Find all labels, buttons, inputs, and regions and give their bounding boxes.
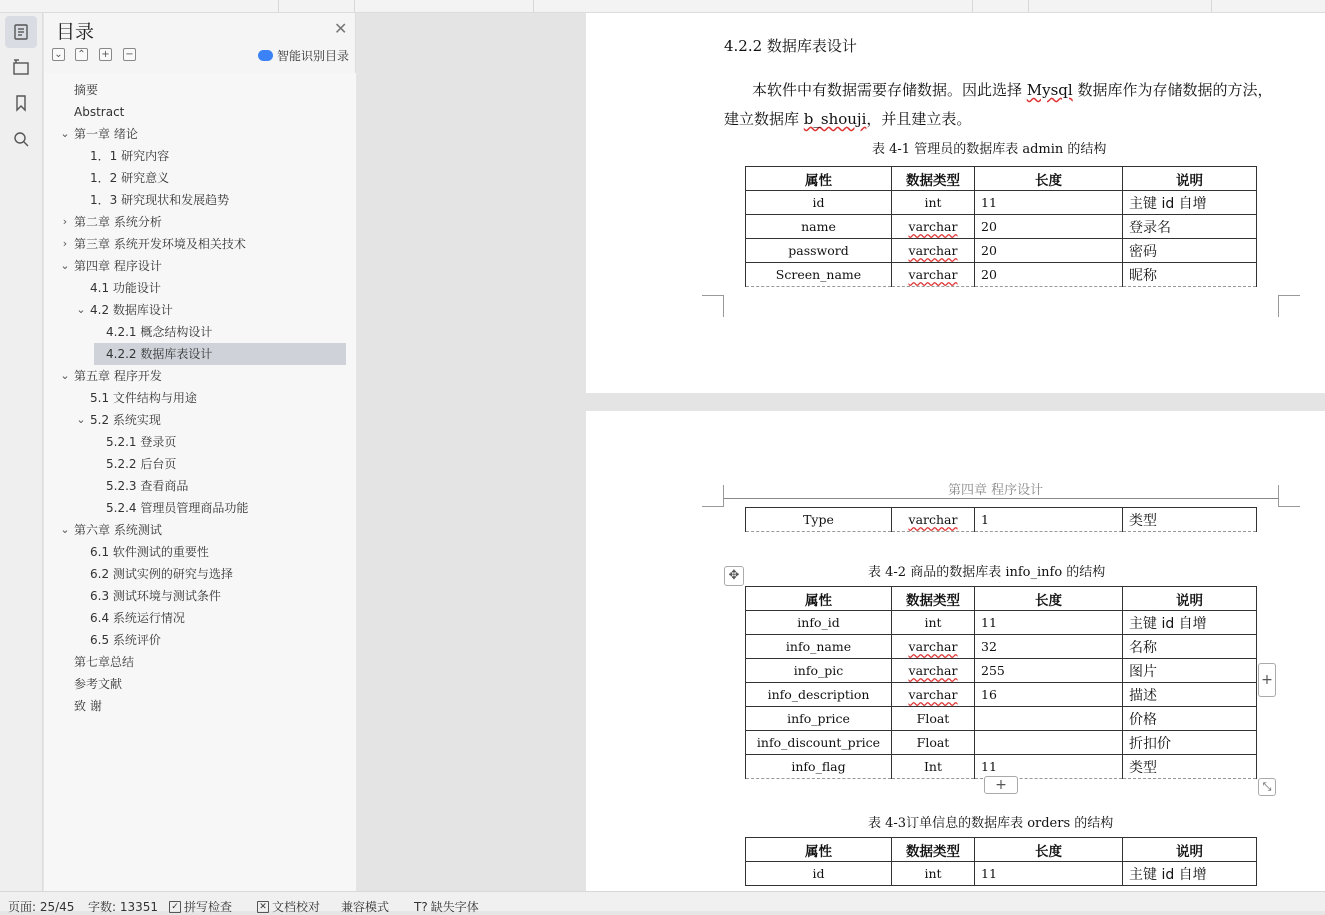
table-cell[interactable]: 20	[975, 263, 1123, 287]
table-cell[interactable]: 主键 id 自增	[1123, 611, 1257, 635]
toc-item-label: 4.2 数据库设计	[90, 303, 173, 317]
proofread-button[interactable]: ✕ 文档校对	[257, 898, 320, 915]
chevron-down-icon[interactable]: ⌄	[60, 259, 70, 272]
toc-item-label: 参考文献	[74, 677, 123, 691]
table-cell[interactable]	[892, 635, 975, 659]
info-table[interactable]	[745, 586, 1257, 779]
toc-item[interactable]	[90, 541, 209, 563]
add-row-button[interactable]: +	[984, 776, 1018, 794]
table-cell[interactable]	[975, 731, 1123, 755]
toc-item-label: 1．2 研究意义	[90, 171, 170, 185]
table-cell[interactable]: 价格	[1123, 707, 1257, 731]
spell-check-button[interactable]: ✓ 拼写检查	[169, 898, 232, 915]
toc-item[interactable]	[90, 409, 161, 431]
table-caption: 表 4-1 管理员的数据库表 admin 的结构	[872, 142, 1107, 157]
spelling-flag: varchar	[908, 663, 958, 678]
admin-table[interactable]	[745, 166, 1257, 287]
table-cell[interactable]: 图片	[1123, 659, 1257, 683]
table-row	[746, 683, 1257, 707]
toc-item[interactable]	[106, 475, 188, 497]
toc-item-label: 6.4 系统运行情况	[90, 611, 185, 625]
document-outline-icon	[12, 23, 30, 41]
table-row	[746, 508, 1257, 532]
table-cell[interactable]: 11	[975, 862, 1123, 886]
compat-mode-label[interactable]: 兼容模式	[341, 900, 390, 914]
navigation-button[interactable]	[5, 51, 37, 83]
table-row	[746, 862, 1257, 886]
toc-title: 目录	[56, 21, 95, 43]
table-header-cell[interactable]: 数据类型	[892, 587, 975, 611]
table-header-cell[interactable]: 长度	[975, 167, 1123, 191]
document-page	[586, 411, 1325, 891]
table-cell[interactable]: 登录名	[1123, 215, 1257, 239]
toc-item[interactable]	[74, 255, 162, 277]
table-header-cell[interactable]: 属性	[746, 167, 892, 191]
toc-item[interactable]	[106, 321, 212, 343]
toc-item[interactable]	[106, 497, 248, 519]
table-caption: 表 4-2 商品的数据库表 info_info 的结构	[868, 565, 1106, 580]
toolbar-separator	[1028, 0, 1029, 12]
toc-item-label: 第一章 绪论	[74, 127, 138, 141]
toolbar-separator	[354, 0, 355, 12]
add-heading-icon[interactable]: +	[99, 48, 112, 61]
toc-item[interactable]	[94, 343, 346, 365]
table-cell[interactable]: 16	[975, 683, 1123, 707]
table-cell[interactable]: 20	[975, 239, 1123, 263]
toc-item[interactable]	[74, 695, 102, 717]
table-row	[746, 635, 1257, 659]
table-cell[interactable]: 昵称	[1123, 263, 1257, 287]
table-header-cell[interactable]: 说明	[1123, 167, 1257, 191]
table-cell[interactable]	[892, 683, 975, 707]
table-cell[interactable]: info_name	[746, 635, 892, 659]
word-count[interactable]: 字数: 13351	[88, 900, 159, 914]
document-canvas[interactable]	[357, 13, 1325, 891]
table-header-cell[interactable]: 说明	[1123, 838, 1257, 862]
smart-toc-label: 智能识别目录	[277, 49, 350, 63]
toc-item[interactable]	[74, 123, 138, 145]
resize-table-icon[interactable]: ⤡	[1258, 778, 1276, 796]
table-cell[interactable]	[892, 508, 975, 532]
table-cell[interactable]: 11	[975, 191, 1123, 215]
table-header-cell[interactable]: 长度	[975, 838, 1123, 862]
toc-panel	[44, 13, 356, 891]
toc-item-label: 6.2 测试实例的研究与选择	[90, 567, 233, 581]
ai-cloud-icon	[258, 50, 273, 61]
admin-table-continued[interactable]	[745, 507, 1257, 532]
toc-item-label: 4.1 功能设计	[90, 281, 161, 295]
page-counter[interactable]: 页面: 25/45	[8, 900, 75, 914]
toc-list	[44, 73, 356, 891]
table-cell[interactable]: info_id	[746, 611, 892, 635]
table-cell[interactable]: info_flag	[746, 755, 892, 779]
table-header-cell[interactable]: 属性	[746, 587, 892, 611]
chevron-down-icon[interactable]: ⌄	[60, 127, 70, 140]
table-cell[interactable]: info_description	[746, 683, 892, 707]
table-cell[interactable]: 类型	[1123, 508, 1257, 532]
table-header-row	[746, 838, 1257, 862]
toc-item[interactable]	[90, 277, 161, 299]
toc-item-label: 4.2.1 概念结构设计	[106, 325, 213, 339]
table-header-cell[interactable]: 说明	[1123, 587, 1257, 611]
toc-item-label: 第二章 系统分析	[74, 215, 162, 229]
toc-item-label: 5.2.1 登录页	[106, 435, 177, 449]
table-header-cell[interactable]: 数据类型	[892, 838, 975, 862]
table-cell[interactable]: 1	[975, 508, 1123, 532]
table-cell[interactable]: 描述	[1123, 683, 1257, 707]
toc-item[interactable]	[74, 211, 162, 233]
table-cell[interactable]: Screen_name	[746, 263, 892, 287]
toc-item[interactable]	[90, 299, 173, 321]
toolbar-separator	[278, 0, 279, 12]
toolbar-separator	[533, 0, 534, 12]
table-cell[interactable]: int	[892, 862, 975, 886]
table-row	[746, 191, 1257, 215]
left-rail	[0, 13, 43, 891]
toc-item-label: 1．1 研究内容	[90, 149, 170, 163]
table-cell[interactable]	[892, 215, 975, 239]
toc-item-label: 5.2.4 管理员管理商品功能	[106, 501, 249, 515]
toc-item-label: 5.2 系统实现	[90, 413, 161, 427]
margin-corner-mark	[1278, 485, 1300, 507]
table-cell[interactable]: 主键 id 自增	[1123, 862, 1257, 886]
toc-item[interactable]	[74, 233, 246, 255]
toc-item-label: 4.2.2 数据库表设计	[106, 347, 213, 361]
toc-item-label: 第七章总结	[74, 655, 135, 669]
toc-item[interactable]	[74, 519, 162, 541]
table-header-cell[interactable]: 数据类型	[892, 167, 975, 191]
chevron-right-icon[interactable]: ›	[62, 237, 68, 250]
table-cell[interactable]: 255	[975, 659, 1123, 683]
document-page	[586, 13, 1325, 393]
table-row	[746, 263, 1257, 287]
page-header: 第四章 程序设计	[948, 483, 1044, 498]
spelling-flag: varchar	[908, 639, 958, 654]
toc-item[interactable]	[90, 585, 221, 607]
missing-fonts-button[interactable]: T? 缺失字体	[414, 899, 479, 914]
status-bar	[0, 891, 1325, 914]
table-row	[746, 731, 1257, 755]
font-icon: T?	[414, 899, 428, 914]
table-row	[746, 611, 1257, 635]
table-cell[interactable]: 类型	[1123, 755, 1257, 779]
table-cell[interactable]: 20	[975, 215, 1123, 239]
table-cell[interactable]: Int	[892, 755, 975, 779]
table-cell[interactable]	[892, 659, 975, 683]
bookmark-button[interactable]	[5, 87, 37, 119]
toc-item[interactable]	[74, 101, 124, 123]
proofread-icon: ✕	[257, 901, 269, 913]
table-cell[interactable]: Float	[892, 731, 975, 755]
table-cell[interactable]: 折扣价	[1123, 731, 1257, 755]
table-cell[interactable]: 主键 id 自增	[1123, 191, 1257, 215]
toc-item-label: 摘要	[74, 83, 99, 97]
toc-item-label: 第四章 程序设计	[74, 259, 162, 273]
margin-corner-mark	[1278, 295, 1300, 317]
table-caption: 表 4-3订单信息的数据库表 orders 的结构	[868, 816, 1114, 831]
spelling-flag: varchar	[908, 219, 958, 234]
spelling-flag: varchar	[908, 243, 958, 258]
toc-item-label: Abstract	[74, 105, 125, 119]
table-cell[interactable]	[892, 239, 975, 263]
body-paragraph-line: 建立数据库 b_shouji，并且建立表。	[724, 110, 972, 128]
table-row	[746, 659, 1257, 683]
table-cell[interactable]: info_pic	[746, 659, 892, 683]
spelling-flag: varchar	[908, 512, 958, 527]
toc-item[interactable]	[74, 79, 98, 101]
table-cell[interactable]: id	[746, 191, 892, 215]
toolbar-separator	[972, 0, 973, 12]
toc-item-label: 第六章 系统测试	[74, 523, 162, 537]
table-header-row	[746, 587, 1257, 611]
table-header-row	[746, 167, 1257, 191]
toc-item[interactable]	[74, 651, 134, 673]
chevron-down-icon[interactable]: ⌄	[60, 369, 70, 382]
chevron-right-icon[interactable]: ›	[62, 215, 68, 228]
table-cell[interactable]: id	[746, 862, 892, 886]
table-header-cell[interactable]: 长度	[975, 587, 1123, 611]
tree-structure-icon	[12, 58, 30, 76]
toc-item-label: 1．3 研究现状和发展趋势	[90, 193, 230, 207]
table-cell[interactable]: info_discount_price	[746, 731, 892, 755]
toc-item-label: 6.1 软件测试的重要性	[90, 545, 209, 559]
table-cell[interactable]: 11	[975, 755, 1123, 779]
toc-item[interactable]	[74, 673, 122, 695]
chevron-down-icon[interactable]: ⌄	[76, 303, 86, 316]
table-cell[interactable]: Float	[892, 707, 975, 731]
expand-up-icon[interactable]: ⌃	[75, 48, 88, 61]
body-paragraph-line: 本软件中有数据需要存储数据。因此选择 Mysql 数据库作为存储数据的方法，	[752, 81, 1273, 99]
toc-item-label: 致 谢	[74, 699, 102, 713]
search-icon	[12, 130, 30, 148]
table-row	[746, 755, 1257, 779]
table-cell[interactable]: 11	[975, 611, 1123, 635]
table-cell[interactable]: int	[892, 191, 975, 215]
toc-item-label: 6.5 系统评价	[90, 633, 161, 647]
toc-item[interactable]	[90, 167, 169, 189]
section-heading: 4.2.2 数据库表设计	[724, 37, 857, 55]
toc-item[interactable]	[90, 607, 185, 629]
toc-item-label: 第五章 程序开发	[74, 369, 162, 383]
chevron-down-icon[interactable]: ⌄	[60, 523, 70, 536]
checkbox-icon: ✓	[169, 901, 181, 913]
header-rule	[724, 498, 1278, 499]
table-cell[interactable]	[975, 707, 1123, 731]
toc-item[interactable]	[74, 365, 162, 387]
table-cell[interactable]: 名称	[1123, 635, 1257, 659]
toc-item[interactable]	[90, 387, 197, 409]
table-cell[interactable]: info_price	[746, 707, 892, 731]
toc-item[interactable]	[90, 145, 169, 167]
table-row	[746, 707, 1257, 731]
bookmark-icon	[12, 94, 30, 112]
top-toolbar-strip	[0, 0, 1325, 13]
smart-toc-button[interactable]	[258, 47, 349, 64]
toc-item-label: 第三章 系统开发环境及相关技术	[74, 237, 246, 251]
add-column-button[interactable]: +	[1258, 663, 1276, 697]
margin-corner-mark	[702, 295, 724, 317]
toc-item-label: 6.3 测试环境与测试条件	[90, 589, 221, 603]
spelling-flag: varchar	[908, 267, 958, 282]
remove-heading-icon[interactable]: −	[123, 48, 136, 61]
table-cell[interactable]: 32	[975, 635, 1123, 659]
toc-item[interactable]	[90, 629, 161, 651]
toc-item-label: 5.2.3 查看商品	[106, 479, 189, 493]
table-cell[interactable]: int	[892, 611, 975, 635]
table-cell[interactable]: password	[746, 239, 892, 263]
table-cell[interactable]: name	[746, 215, 892, 239]
toolbar-separator	[1211, 0, 1212, 12]
toc-item[interactable]	[106, 431, 176, 453]
spelling-flag: varchar	[908, 687, 958, 702]
toc-item[interactable]	[106, 453, 176, 475]
collapse-all-icon[interactable]: ⌄	[52, 48, 65, 61]
table-row	[746, 239, 1257, 263]
toc-panel-button[interactable]	[5, 16, 37, 48]
chevron-down-icon[interactable]: ⌄	[76, 413, 86, 426]
table-cell[interactable]: 密码	[1123, 239, 1257, 263]
search-button[interactable]	[5, 123, 37, 155]
toc-item[interactable]	[90, 189, 229, 211]
toc-item-label: 5.1 文件结构与用途	[90, 391, 197, 405]
table-header-cell[interactable]: 属性	[746, 838, 892, 862]
toc-item-label: 5.2.2 后台页	[106, 457, 177, 471]
close-icon[interactable]: ✕	[334, 19, 348, 38]
table-cell[interactable]	[892, 263, 975, 287]
move-table-icon[interactable]: ✥	[724, 566, 744, 586]
table-row	[746, 215, 1257, 239]
margin-corner-mark	[702, 485, 724, 507]
orders-table[interactable]	[745, 837, 1257, 886]
toc-item[interactable]	[90, 563, 233, 585]
table-cell[interactable]: Type	[746, 508, 892, 532]
